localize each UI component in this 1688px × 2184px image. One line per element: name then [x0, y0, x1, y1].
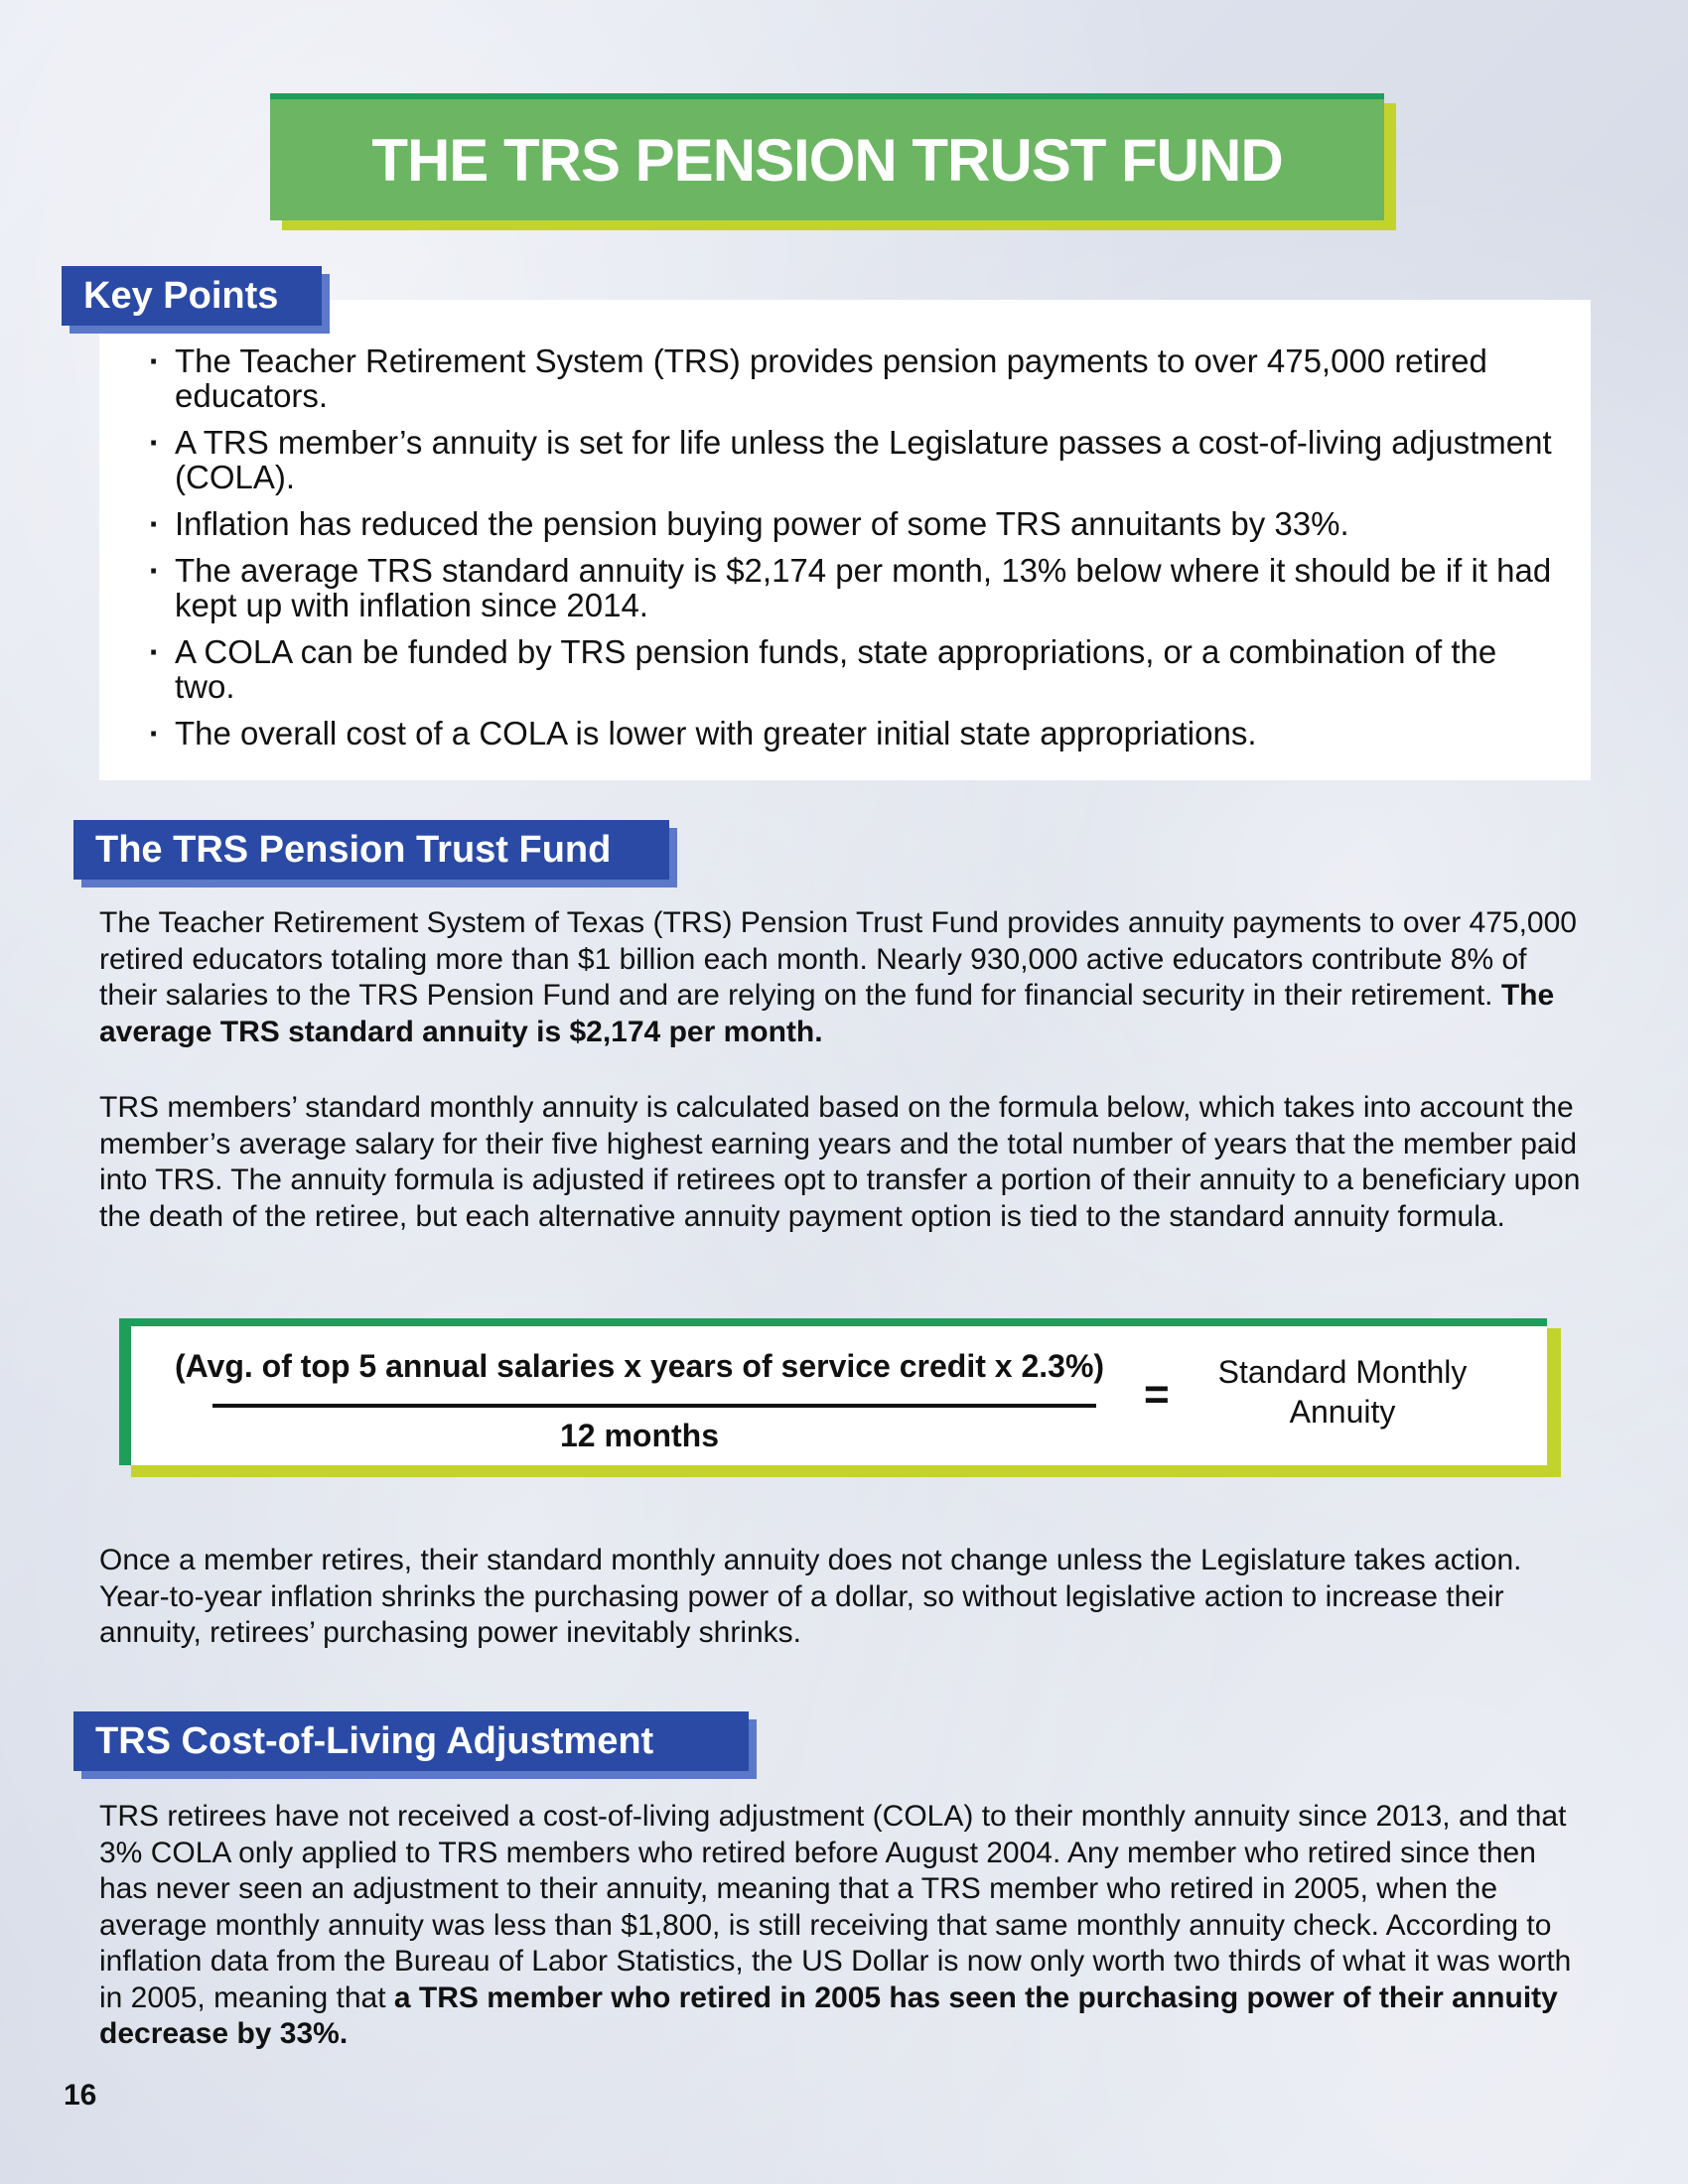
key-point-item: · A TRS member’s annuity is set for life unless the Legislature passes a cost-of-living adjustment (COLA).	[149, 425, 1559, 494]
trust-fund-paragraph-1	[99, 905, 1589, 1050]
trust-fund-p1-bold: The average TRS standard annuity is $2,174 per month.	[99, 979, 1555, 1048]
formula-denominator: 12 months	[559, 1418, 720, 1453]
trust-fund-p1-text: The Teacher Retirement System of Texas (TRS) Pension Trust Fund provides annuity payments to over 475,000 retired educators totaling more than $1 billion each month. Nearly 930,000 active educators contribute 8% of their salaries to the TRS Pension Fund and are relying on the fund for financial security in their retirement.	[99, 906, 1577, 1012]
cola-paragraph	[99, 1799, 1589, 2053]
title-banner-box	[270, 93, 1384, 220]
page-number: 16	[64, 2079, 97, 2112]
key-point-item: · The Teacher Retirement System (TRS) provides pension payments to over 475,000 retired educators.	[149, 343, 1559, 413]
key-point-item: · The average TRS standard annuity is $2,174 per month, 13% below where it should be if it had kept up with inflation since 2014.	[149, 553, 1559, 622]
key-point-item: · Inflation has reduced the pension buying power of some TRS annuitants by 33%.	[149, 506, 1559, 541]
key-points-heading: Key Points	[62, 266, 322, 326]
formula-fraction-bar	[212, 1404, 1096, 1408]
trust-fund-heading: The TRS Pension Trust Fund	[73, 820, 669, 880]
cola-p1-bold: a TRS member who retired in 2005 has seen the purchasing power of their annuity decrease by 33%.	[99, 1980, 1558, 2050]
key-points-list	[149, 343, 1559, 762]
trust-fund-paragraph-2: TRS members’ standard monthly annuity is calculated based on the formula below, which takes into account the member’s average salary for their five highest earning years and the total number of years that the member paid into TRS. The annuity formula is adjusted if retirees opt to transfer a portion of their annuity to a beneficiary upon the death of the retiree, but each alternative annuity payment option is tied to the standard annuity formula.	[99, 1091, 1581, 1233]
cola-tab	[73, 1711, 749, 1771]
trust-fund-tab	[73, 820, 669, 880]
formula-numerator: (Avg. of top 5 annual salaries x years of service credit x 2.3%)	[174, 1348, 1105, 1384]
title-banner	[270, 93, 1400, 234]
key-points-tab	[62, 266, 322, 326]
trust-fund-paragraph-3: Once a member retires, their standard monthly annuity does not change unless the Legislature takes action. Year-to-year inflation shrinks the purchasing power of a dollar, so without legislative action to increase their annuity, retirees’ purchasing power inevitably shrinks.	[99, 1544, 1522, 1649]
formula-equals-sign: =	[1144, 1370, 1170, 1419]
annuity-formula	[119, 1318, 1561, 1477]
cola-heading: TRS Cost-of-Living Adjustment	[73, 1711, 749, 1771]
formula-result: Standard Monthly Annuity	[1217, 1354, 1468, 1430]
cola-p1-text: TRS retirees have not received a cost-of-living adjustment (COLA) to their monthly annuity since 2013, and that 3% COLA only applied to TRS members who retired before August 2004. Any member who retired since then has never seen an adjustment to their annuity, meaning that a TRS member who retired in 2005, when the average monthly annuity was less than $1,800, is still receiving that same monthly annuity check. According to inflation data from the Bureau of Labor Statistics, the US Dollar is now only worth two thirds of what it was worth in 2005, meaning that	[99, 1800, 1572, 2014]
formula-box	[119, 1318, 1547, 1465]
key-point-item: · The overall cost of a COLA is lower with greater initial state appropriations.	[149, 716, 1559, 751]
key-point-item: · A COLA can be funded by TRS pension funds, state appropriations, or a combination of the two.	[149, 634, 1559, 704]
page-title: THE TRS PENSION TRUST FUND	[371, 126, 1283, 194]
